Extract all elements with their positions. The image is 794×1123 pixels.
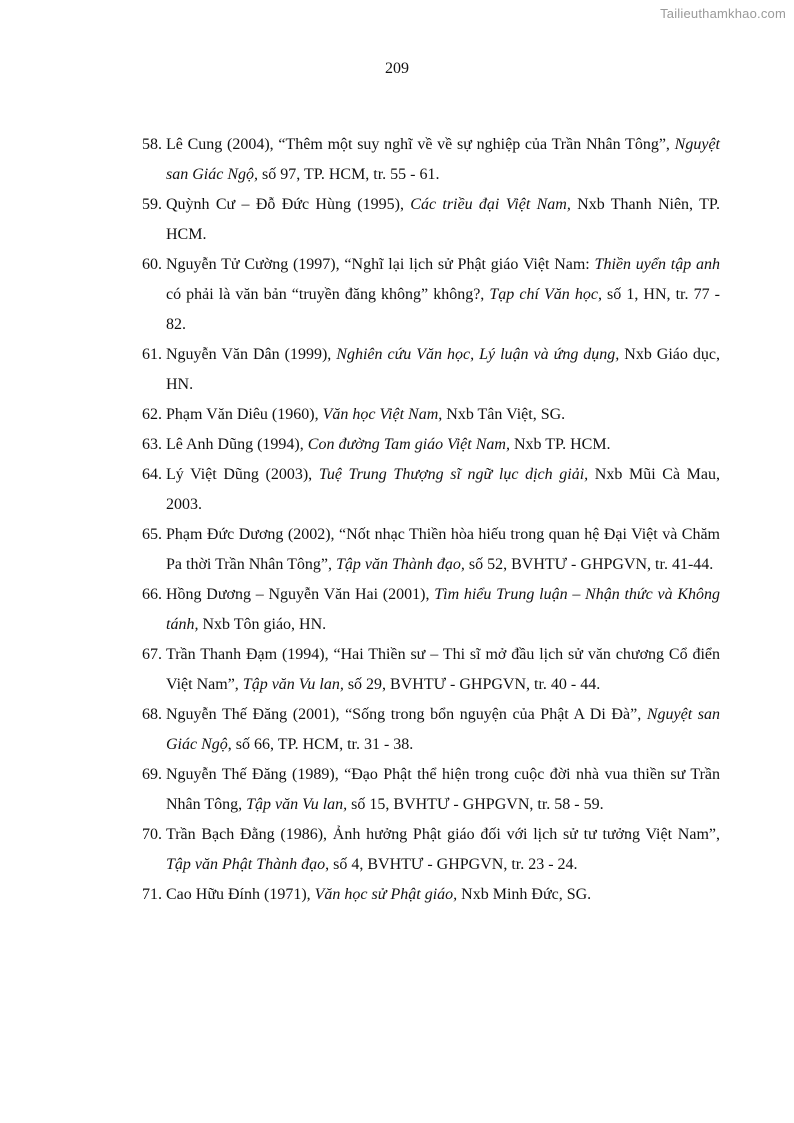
reference-title-italic: Tìm hiểu Trung luận – Nhận thức và Không tánh, — [166, 586, 720, 633]
reference-text-segment: Nxb Tân Việt, SG. — [442, 406, 566, 423]
reference-text-segment: , số 4, BVHTƯ - GHPGVN, tr. 23 - 24. — [325, 856, 578, 873]
reference-title-italic: Tập văn Vu lan, — [246, 796, 348, 813]
reference-number: 71. — [142, 886, 162, 903]
reference-text-segment: Nguyễn Thế Đăng (2001), “Sống trong bổn nguyện của Phật A Di Đà”, — [166, 706, 647, 723]
reference-text-segment: Nxb Giáo dục, HN. — [166, 346, 720, 393]
reference-item — [142, 580, 720, 640]
reference-title-italic: Tập văn Phật Thành đạo — [166, 856, 326, 873]
reference-item — [142, 130, 720, 190]
reference-item — [142, 820, 720, 880]
reference-text — [166, 700, 720, 760]
reference-item — [142, 400, 720, 430]
reference-text — [166, 190, 720, 250]
reference-number: 68. — [142, 706, 162, 723]
reference-text-segment: Nxb Thanh Niên, TP. HCM. — [166, 196, 720, 243]
reference-text-segment: Phạm Văn Diêu (1960), — [166, 406, 323, 423]
reference-number: 69. — [142, 766, 162, 783]
reference-text-segment: Nguyễn Văn Dân (1999), — [166, 346, 337, 363]
reference-text-segment: Nxb TP. HCM. — [509, 436, 611, 453]
reference-number: 66. — [142, 586, 162, 603]
reference-item — [142, 520, 720, 580]
reference-text — [166, 580, 720, 640]
reference-item — [142, 340, 720, 400]
reference-text-segment: Nxb Mũi Cà Mau, 2003. — [166, 466, 721, 513]
reference-text-segment: số 97, TP. HCM, tr. 55 - 61. — [258, 166, 440, 183]
reference-item — [142, 430, 720, 460]
reference-text-segment: Nxb Tôn giáo, HN. — [198, 616, 327, 633]
reference-text — [166, 880, 720, 910]
reference-number: 63. — [142, 436, 162, 453]
reference-title-italic: Các triều đại Việt Nam, — [410, 196, 571, 213]
reference-item — [142, 640, 720, 700]
reference-title-italic: Con đường Tam giáo Việt Nam, — [307, 436, 510, 453]
reference-text — [166, 340, 720, 400]
reference-text-segment: số 52, BVHTƯ - GHPGVN, tr. 41-44. — [464, 556, 714, 573]
reference-number: 62. — [142, 406, 162, 423]
reference-text-segment: Phạm Đức Dương (2002), “Nốt nhạc Thiền hòa hiếu trong quan hệ Đại Việt và Chăm Pa thời Trần Nhân Tông”, — [166, 526, 720, 573]
reference-number: 61. — [142, 346, 162, 363]
reference-title-italic: Thiền uyển tập anh — [594, 256, 721, 273]
reference-item — [142, 760, 720, 820]
reference-text — [166, 640, 720, 700]
reference-title-italic: Tập văn Thành đạo, — [335, 556, 465, 573]
reference-number: 60. — [142, 256, 162, 273]
reference-number: 65. — [142, 526, 162, 543]
reference-text-segment: Hồng Dương – Nguyễn Văn Hai (2001), — [166, 586, 435, 603]
reference-number: 58. — [142, 136, 162, 153]
reference-title-italic: Tuệ Trung Thượng sĩ ngữ lục dịch giải, — [318, 466, 589, 483]
reference-number: 70. — [142, 826, 162, 843]
reference-text-segment: Quỳnh Cư – Đỗ Đức Hùng (1995), — [166, 196, 411, 213]
reference-text — [166, 520, 720, 580]
reference-item — [142, 250, 720, 340]
reference-text-segment: số 1, HN, tr. 77 - 82. — [166, 286, 720, 333]
reference-item — [142, 700, 720, 760]
reference-text-segment: số 15, BVHTƯ - GHPGVN, tr. 58 - 59. — [347, 796, 604, 813]
reference-text-segment: Nguyễn Thế Đăng (1989), “Đạo Phật thể hiện trong cuộc đời nhà vua thiền sư Trần Nhân Tông, — [166, 766, 720, 813]
watermark-text: Tailieuthamkhao.com — [660, 6, 786, 21]
reference-item — [142, 190, 720, 250]
reference-text-segment: Lý Việt Dũng (2003), — [166, 466, 319, 483]
reference-text-segment: Nxb Minh Đức, SG. — [457, 886, 592, 903]
reference-text-segment: Trần Thanh Đạm (1994), “Hai Thiền sư – Thi sĩ mở đầu lịch sử văn chương Cổ điển Việt Nam”, — [166, 646, 720, 693]
page-number: 209 — [385, 60, 409, 77]
reference-title-italic: Văn học Việt Nam, — [322, 406, 443, 423]
reference-list — [142, 130, 720, 910]
reference-number: 59. — [142, 196, 162, 213]
reference-title-italic: Nguyệt san Giác Ngộ, — [166, 136, 720, 183]
reference-item — [142, 880, 720, 910]
reference-number: 67. — [142, 646, 162, 663]
reference-text — [166, 460, 720, 520]
reference-text — [166, 760, 720, 820]
reference-text — [166, 130, 720, 190]
reference-text-segment: Cao Hữu Đính (1971), — [166, 886, 315, 903]
reference-text — [166, 820, 720, 880]
reference-title-italic: Nghiên cứu Văn học, Lý luận và ứng dụng, — [336, 346, 620, 363]
reference-title-italic: Tập văn Vu lan, — [242, 676, 344, 693]
reference-text-segment: số 29, BVHTƯ - GHPGVN, tr. 40 - 44. — [343, 676, 601, 693]
reference-item — [142, 460, 720, 520]
reference-number: 64. — [142, 466, 162, 483]
reference-title-italic: Văn học sử Phật giáo, — [314, 886, 458, 903]
reference-text — [166, 250, 720, 340]
reference-text-segment: có phải là văn bản “truyền đăng không” không?, — [166, 286, 490, 303]
reference-text — [166, 400, 720, 430]
reference-text-segment: Lê Cung (2004), “Thêm một suy nghĩ về về sự nghiệp của Trần Nhân Tông”, — [166, 136, 675, 153]
reference-text-segment: , số 66, TP. HCM, tr. 31 - 38. — [227, 736, 414, 753]
reference-text-segment: Lê Anh Dũng (1994), — [166, 436, 308, 453]
reference-title-italic: Tạp chí Văn học, — [489, 286, 602, 303]
reference-text — [166, 430, 720, 460]
reference-title-italic: Nguyệt san Giác Ngộ — [166, 706, 721, 753]
reference-text-segment: Nguyễn Tử Cường (1997), “Nghĩ lại lịch sử Phật giáo Việt Nam: — [166, 256, 595, 273]
reference-text-segment: Trần Bạch Đằng (1986), Ảnh hưởng Phật giáo đối với lịch sử tư tưởng Việt Nam”, — [166, 826, 720, 843]
